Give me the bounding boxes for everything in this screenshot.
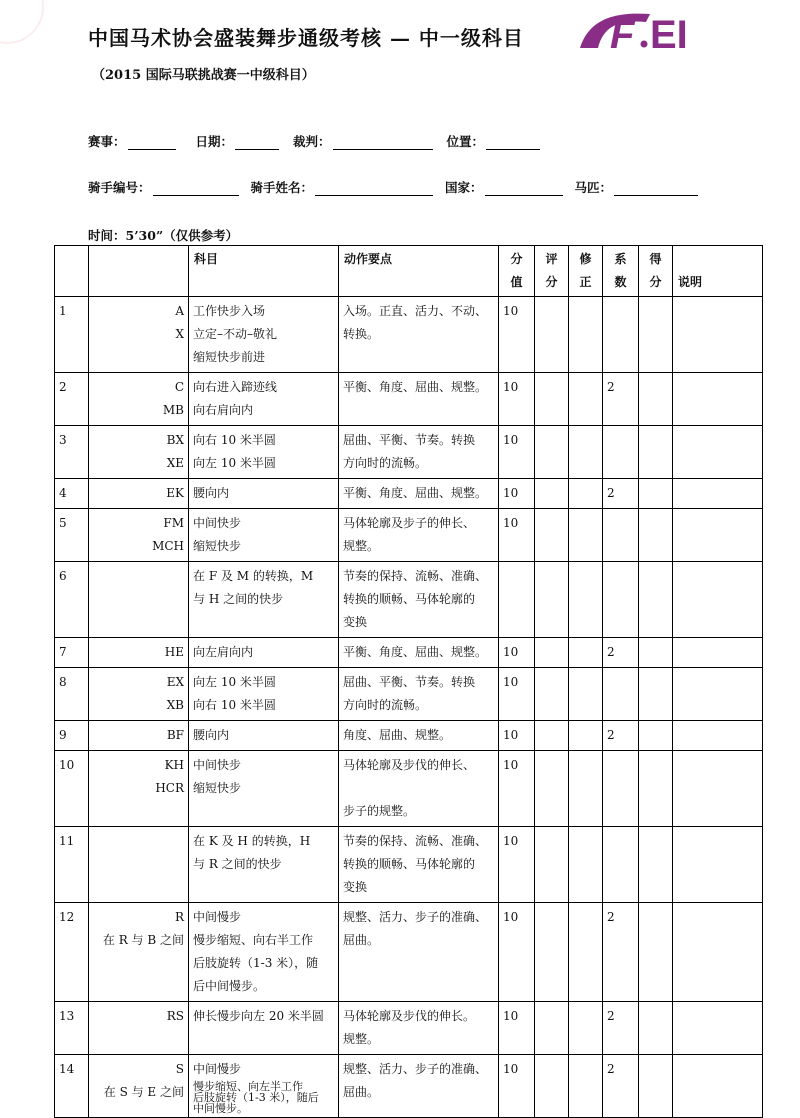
country-blank[interactable] xyxy=(485,181,563,196)
item_small-line: 中间慢步。 xyxy=(193,1102,248,1115)
pos-line: C xyxy=(174,380,184,394)
row-remarks-cell[interactable] xyxy=(673,373,763,426)
pos-line: EX xyxy=(166,675,184,689)
pos-line: FM xyxy=(163,516,184,530)
row-coefficient: 2 xyxy=(603,373,639,426)
table-row xyxy=(55,426,763,479)
row-coefficient: 2 xyxy=(603,903,639,1002)
row-position xyxy=(89,297,189,373)
row-points xyxy=(339,827,499,903)
header-max-points: 分 值 xyxy=(499,246,535,297)
rider-number-blank[interactable] xyxy=(153,181,239,196)
table-row xyxy=(55,297,763,373)
row-position xyxy=(89,668,189,721)
row-item xyxy=(189,562,339,638)
item-line: 慢步缩短、向右半工作 xyxy=(193,933,314,947)
item-line: 在 K 及 H 的转换，H xyxy=(193,834,311,848)
row-max-points: 10 xyxy=(499,1055,535,1118)
row-coefficient: 2 xyxy=(603,721,639,751)
row-position xyxy=(89,509,189,562)
pos-line: 在 R 与 B 之间 xyxy=(102,933,184,947)
row-remarks-cell[interactable] xyxy=(673,479,763,509)
item-line: 向右肩向内 xyxy=(193,403,254,417)
item-line: 向右 10 米半圆 xyxy=(193,433,276,447)
row-points xyxy=(339,297,499,373)
row-item xyxy=(189,721,339,751)
rider-number-field[interactable] xyxy=(88,178,239,196)
position-label: 位置： xyxy=(446,134,485,149)
points-line: 入场。正直、活力、不动、 xyxy=(343,304,488,318)
points-line: 角度、屈曲、规整。 xyxy=(343,728,452,742)
points-line: 屈曲、平衡、节奏。转换 xyxy=(343,675,476,689)
row-max-points: 10 xyxy=(499,1002,535,1055)
points-line: 规整。 xyxy=(343,1032,380,1046)
row-correction-cell[interactable] xyxy=(569,1002,603,1055)
row-coefficient xyxy=(603,426,639,479)
row-remarks-cell[interactable] xyxy=(673,668,763,721)
points-line: 变换 xyxy=(343,880,368,894)
row-item xyxy=(189,426,339,479)
row-correction-cell[interactable] xyxy=(569,426,603,479)
header-coefficient: 系 数 xyxy=(603,246,639,297)
row-max-points xyxy=(499,562,535,638)
item-line: 向右进入蹄迹线 xyxy=(193,380,278,394)
row-result-cell[interactable] xyxy=(639,562,673,638)
points-line: 屈曲。 xyxy=(343,1085,380,1099)
row-correction-cell[interactable] xyxy=(569,562,603,638)
event-field[interactable] xyxy=(88,132,176,150)
judge-blank[interactable] xyxy=(333,135,433,150)
item-line: 中间慢步 xyxy=(193,1062,242,1076)
row-correction-cell[interactable] xyxy=(569,668,603,721)
row-max-points: 10 xyxy=(499,297,535,373)
row-points xyxy=(339,638,499,668)
row-result-cell[interactable] xyxy=(639,903,673,1002)
pos-line: EK xyxy=(166,486,184,500)
points-line: 变换 xyxy=(343,615,368,629)
row-position xyxy=(89,373,189,426)
item-line: 在 F 及 M 的转换，M xyxy=(193,569,314,583)
row-max-points: 10 xyxy=(499,373,535,426)
points-line: 规整、活力、步子的准确、 xyxy=(343,1062,488,1076)
date-label: 日期： xyxy=(195,134,234,149)
pos-line: S xyxy=(175,1062,184,1076)
row-position xyxy=(89,721,189,751)
row-coefficient xyxy=(603,297,639,373)
points-line xyxy=(343,777,494,800)
fei-logo xyxy=(570,8,710,52)
horse-field[interactable] xyxy=(575,178,699,196)
row-score-cell[interactable] xyxy=(535,638,569,668)
row-number: 13 xyxy=(55,1002,89,1055)
item-line: 工作快步入场 xyxy=(193,304,266,318)
row-result-cell[interactable] xyxy=(639,1055,673,1118)
row-remarks-cell[interactable] xyxy=(673,509,763,562)
points-line: 步子的规整。 xyxy=(343,804,416,818)
table-header-row xyxy=(55,246,763,297)
row-score-cell[interactable] xyxy=(535,827,569,903)
row-number: 4 xyxy=(55,479,89,509)
header-remarks: 说明 xyxy=(673,246,763,297)
row-position xyxy=(89,903,189,1002)
row-result-cell[interactable] xyxy=(639,668,673,721)
row-number: 11 xyxy=(55,827,89,903)
header-correction: 修 正 xyxy=(569,246,603,297)
row-score-cell[interactable] xyxy=(535,1055,569,1118)
pos-line: A xyxy=(175,304,184,318)
row-points xyxy=(339,668,499,721)
row-score-cell[interactable] xyxy=(535,373,569,426)
judge-field[interactable] xyxy=(293,132,433,150)
item-line: 向左 10 米半圆 xyxy=(193,456,276,470)
row-score-cell[interactable] xyxy=(535,479,569,509)
row-item xyxy=(189,373,339,426)
header-points: 动作要点 xyxy=(339,246,499,297)
points-line: 平衡、角度、屈曲、规整。 xyxy=(343,486,488,500)
row-coefficient xyxy=(603,509,639,562)
row-item xyxy=(189,297,339,373)
points-line: 屈曲。 xyxy=(343,933,380,947)
points-line: 转换的顺畅、马体轮廓的 xyxy=(343,592,476,606)
row-result-cell[interactable] xyxy=(639,827,673,903)
horse-blank[interactable] xyxy=(614,181,698,196)
row-number: 9 xyxy=(55,721,89,751)
row-max-points: 10 xyxy=(499,751,535,827)
table-row xyxy=(55,479,763,509)
time-label: 时间：5’30”（仅供参考） xyxy=(88,228,239,243)
row-result-cell[interactable] xyxy=(639,426,673,479)
pos-line: BX xyxy=(166,433,184,447)
row-remarks-cell[interactable] xyxy=(673,827,763,903)
row-remarks-cell[interactable] xyxy=(673,638,763,668)
points-line: 节奏的保持、流畅、准确、 xyxy=(343,569,488,583)
row-score-cell[interactable] xyxy=(535,1002,569,1055)
row-score-cell[interactable] xyxy=(535,751,569,827)
points-line: 马体轮廓及步伐的伸长、 xyxy=(343,758,476,772)
row-correction-cell[interactable] xyxy=(569,297,603,373)
row-correction-cell[interactable] xyxy=(569,638,603,668)
row-item xyxy=(189,479,339,509)
rider-number-label: 骑手编号： xyxy=(88,180,151,195)
row-number: 14 xyxy=(55,1055,89,1118)
row-position xyxy=(89,562,189,638)
points-line: 转换的顺畅、马体轮廓的 xyxy=(343,857,476,871)
table-row xyxy=(55,1055,763,1118)
row-max-points: 10 xyxy=(499,827,535,903)
item-line: 中间快步 xyxy=(193,758,242,772)
row-coefficient: 2 xyxy=(603,1055,639,1118)
pos-line: KH xyxy=(164,758,184,772)
pos-line: 在 S 与 E 之间 xyxy=(103,1085,184,1099)
row-position xyxy=(89,827,189,903)
table-row xyxy=(55,668,763,721)
row-result-cell[interactable] xyxy=(639,721,673,751)
item-line: 缩短快步前进 xyxy=(193,350,266,364)
item-line: 腰向内 xyxy=(193,486,230,500)
pos-line: X xyxy=(175,327,184,341)
row-item xyxy=(189,903,339,1002)
row-remarks-cell[interactable] xyxy=(673,1002,763,1055)
table-row xyxy=(55,562,763,638)
table-row xyxy=(55,903,763,1002)
row-score-cell[interactable] xyxy=(535,903,569,1002)
date-field[interactable] xyxy=(196,132,280,150)
pos-line: XB xyxy=(166,698,184,712)
pos-line: MB xyxy=(162,403,184,417)
row-max-points: 10 xyxy=(499,479,535,509)
row-remarks-cell[interactable] xyxy=(673,562,763,638)
item_small-line: 慢步缩短、向左半工作 xyxy=(193,1080,303,1093)
row-position xyxy=(89,751,189,827)
row-max-points: 10 xyxy=(499,903,535,1002)
row-max-points: 10 xyxy=(499,509,535,562)
row-points xyxy=(339,562,499,638)
table-row xyxy=(55,373,763,426)
row-position xyxy=(89,1002,189,1055)
table-row xyxy=(55,751,763,827)
row-coefficient xyxy=(603,562,639,638)
row-remarks-cell[interactable] xyxy=(673,751,763,827)
item-line: 向左肩向内 xyxy=(193,645,254,659)
row-item xyxy=(189,1055,339,1118)
row-coefficient: 2 xyxy=(603,479,639,509)
row-item xyxy=(189,751,339,827)
table-row xyxy=(55,827,763,903)
pos-line: XE xyxy=(166,456,184,470)
row-correction-cell[interactable] xyxy=(569,1055,603,1118)
row-number: 12 xyxy=(55,903,89,1002)
svg-text:EI: EI xyxy=(650,13,688,52)
points-line: 转换。 xyxy=(343,327,380,341)
table-row xyxy=(55,638,763,668)
row-number: 5 xyxy=(55,509,89,562)
header-number xyxy=(55,246,89,297)
rider-name-field[interactable] xyxy=(251,178,434,196)
row-correction-cell[interactable] xyxy=(569,509,603,562)
row-position xyxy=(89,1055,189,1118)
row-score-cell[interactable] xyxy=(535,426,569,479)
item-line: 立定–不动–敬礼 xyxy=(193,327,278,341)
row-number: 8 xyxy=(55,668,89,721)
points-line: 马体轮廓及步伐的伸长。 xyxy=(343,1009,476,1023)
row-result-cell[interactable] xyxy=(639,509,673,562)
row-points xyxy=(339,751,499,827)
event-info-row xyxy=(88,132,552,150)
header-result: 得 分 xyxy=(639,246,673,297)
row-remarks-cell[interactable] xyxy=(673,1055,763,1118)
header-score: 评 分 xyxy=(535,246,569,297)
row-points xyxy=(339,426,499,479)
row-number: 1 xyxy=(55,297,89,373)
row-item xyxy=(189,509,339,562)
row-score-cell[interactable] xyxy=(535,297,569,373)
header-item: 科目 xyxy=(189,246,339,297)
date-blank[interactable] xyxy=(235,135,279,150)
row-score-cell[interactable] xyxy=(535,721,569,751)
row-points xyxy=(339,1055,499,1118)
row-number: 3 xyxy=(55,426,89,479)
item-line: 与 H 之间的快步 xyxy=(193,592,284,606)
judge-label: 裁判： xyxy=(293,134,331,149)
event-blank[interactable] xyxy=(128,135,176,150)
row-points xyxy=(339,1002,499,1055)
row-max-points: 10 xyxy=(499,426,535,479)
pos-line: MCH xyxy=(152,539,184,553)
rider-name-blank[interactable] xyxy=(315,181,433,196)
pos-line: BF xyxy=(166,728,184,742)
row-number: 2 xyxy=(55,373,89,426)
item-line: 后肢旋转（1-3 米），随 xyxy=(193,956,319,970)
row-item xyxy=(189,638,339,668)
item-line: 后中间慢步。 xyxy=(193,979,266,993)
item-line: 向左 10 米半圆 xyxy=(193,675,276,689)
pos-line: R xyxy=(174,910,184,924)
row-remarks-cell[interactable] xyxy=(673,297,763,373)
table-row xyxy=(55,721,763,751)
pos-line: RS xyxy=(166,1009,184,1023)
points-line: 规整。 xyxy=(343,539,380,553)
row-number: 6 xyxy=(55,562,89,638)
row-coefficient xyxy=(603,668,639,721)
svg-text:F: F xyxy=(610,13,635,52)
rider-info-row xyxy=(88,178,710,196)
event-label: 赛事： xyxy=(88,134,126,149)
row-correction-cell[interactable] xyxy=(569,903,603,1002)
row-remarks-cell[interactable] xyxy=(673,426,763,479)
rider-name-label: 骑手姓名： xyxy=(250,180,314,195)
points-line: 节奏的保持、流畅、准确、 xyxy=(343,834,488,848)
position-blank[interactable] xyxy=(486,135,540,150)
points-line: 马体轮廓及步子的伸长、 xyxy=(343,516,476,530)
page-subtitle: （2015 国际马联挑战赛一中级科目） xyxy=(92,68,315,83)
points-line: 方向时的流畅。 xyxy=(343,698,428,712)
row-result-cell[interactable] xyxy=(639,1002,673,1055)
country-label: 国家： xyxy=(445,180,483,195)
horse-label: 马匹： xyxy=(574,180,613,195)
row-points xyxy=(339,479,499,509)
row-correction-cell[interactable] xyxy=(569,479,603,509)
item-line: 向右 10 米半圆 xyxy=(193,698,276,712)
row-result-cell[interactable] xyxy=(639,373,673,426)
row-position xyxy=(89,426,189,479)
row-score-cell[interactable] xyxy=(535,509,569,562)
pos-line: HE xyxy=(164,645,184,659)
row-coefficient: 2 xyxy=(603,1002,639,1055)
row-coefficient xyxy=(603,751,639,827)
row-points xyxy=(339,509,499,562)
row-position xyxy=(89,479,189,509)
row-item xyxy=(189,827,339,903)
row-correction-cell[interactable] xyxy=(569,827,603,903)
row-coefficient: 2 xyxy=(603,638,639,668)
score-table xyxy=(54,245,763,1118)
row-max-points: 10 xyxy=(499,721,535,751)
row-points xyxy=(339,373,499,426)
item-line: 中间快步 xyxy=(193,516,242,530)
row-score-cell[interactable] xyxy=(535,668,569,721)
row-result-cell[interactable] xyxy=(639,479,673,509)
row-remarks-cell[interactable] xyxy=(673,903,763,1002)
item-line: 伸长慢步向左 20 米半圆 xyxy=(193,1009,324,1023)
row-correction-cell[interactable] xyxy=(569,721,603,751)
table-row xyxy=(55,509,763,562)
item-line: 缩短快步 xyxy=(193,781,242,795)
item-line: 与 R 之间的快步 xyxy=(193,857,282,871)
row-result-cell[interactable] xyxy=(639,751,673,827)
row-number: 10 xyxy=(55,751,89,827)
points-line: 方向时的流畅。 xyxy=(343,456,428,470)
row-item xyxy=(189,668,339,721)
position-field[interactable] xyxy=(447,132,541,150)
row-points xyxy=(339,721,499,751)
row-coefficient xyxy=(603,827,639,903)
page-title: 中国马术协会盛装舞步通级考核 — 中一级科目 xyxy=(88,26,524,50)
row-remarks-cell[interactable] xyxy=(673,721,763,751)
points-line: 平衡、角度、屈曲、规整。 xyxy=(343,645,488,659)
row-correction-cell[interactable] xyxy=(569,373,603,426)
row-number: 7 xyxy=(55,638,89,668)
item-line: 缩短快步 xyxy=(193,539,242,553)
row-position xyxy=(89,638,189,668)
row-max-points: 10 xyxy=(499,638,535,668)
item-line: 腰向内 xyxy=(193,728,230,742)
row-item xyxy=(189,1002,339,1055)
points-line: 平衡、角度、屈曲、规整。 xyxy=(343,380,488,394)
points-line: 屈曲、平衡、节奏。转换 xyxy=(343,433,476,447)
item_small-line: 后肢旋转（1-3 米），随后 xyxy=(193,1091,319,1104)
row-max-points: 10 xyxy=(499,668,535,721)
row-correction-cell[interactable] xyxy=(569,751,603,827)
association-seal-watermark xyxy=(0,0,44,44)
row-points xyxy=(339,903,499,1002)
item-line: 中间慢步 xyxy=(193,910,242,924)
table-row xyxy=(55,1002,763,1055)
row-result-cell[interactable] xyxy=(639,638,673,668)
row-result-cell[interactable] xyxy=(639,297,673,373)
row-score-cell[interactable] xyxy=(535,562,569,638)
pos-line: HCR xyxy=(155,781,184,795)
header-position xyxy=(89,246,189,297)
points-line: 规整、活力、步子的准确、 xyxy=(343,910,488,924)
country-field[interactable] xyxy=(445,178,563,196)
